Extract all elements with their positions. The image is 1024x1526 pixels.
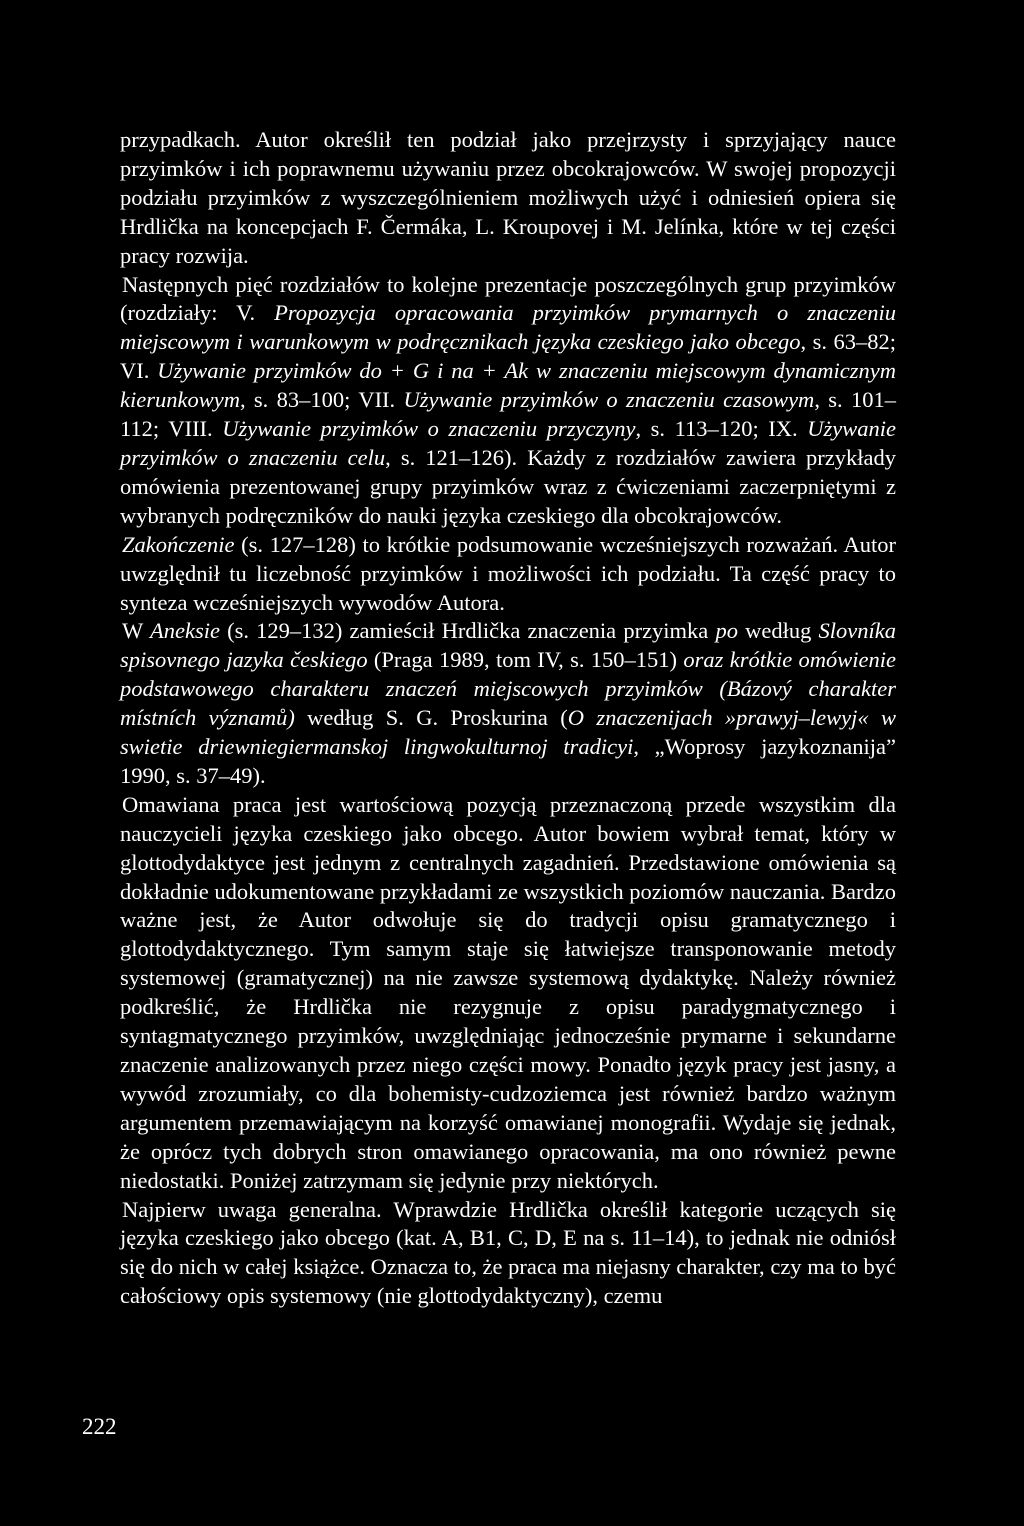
text-run: W bbox=[122, 618, 150, 644]
text-run: według bbox=[737, 618, 819, 644]
text-run: , s. 113–120; IX. bbox=[635, 416, 808, 442]
text-run: , s. 101–112; VIII. bbox=[120, 387, 896, 442]
text-run: (s. 129–132) zamieścił Hrdlička znaczenia przyimka bbox=[219, 618, 716, 644]
text-run: (Praga 1989, tom IV, s. 150–151) bbox=[367, 647, 684, 673]
text-run: według S. G. Proskurina ( bbox=[294, 705, 568, 731]
italic-text-run: Slovníka spisovnego jazyka českiego bbox=[120, 618, 896, 673]
text-run: (s. 127–128) to krótkie podsumowanie wcześniejszych rozważań. Autor uwzględnił tu liczebność przyimków i możliwości ich podziału. Ta część pracy to synteza wcześniejszych wywodów Autora. bbox=[120, 531, 896, 615]
italic-text-run: Używanie przyimków o znaczeniu czasowym bbox=[403, 387, 815, 413]
italic-text-run: Używanie przyimków do + G i na + Ak w znaczeniu miejscowym dynamicznym kierunkowym bbox=[120, 358, 896, 413]
italic-text-run: Używanie przyimków o znaczeniu celu bbox=[120, 416, 896, 470]
page-number: 222 bbox=[82, 1414, 117, 1439]
text-block bbox=[120, 126, 896, 1311]
text-run: Najpierw uwaga generalna. Wprawdzie Hrdlička określił kategorie uczących się języka czeskiego jako obcego (kat. A, B1, C, D, E na s. 11–14), to jednak nie odniósł się do nich w całej książce. Oznacza to, że praca ma niejasny charakter, czy ma to być całościowy opis systemowy (nie glottodydaktyczny), czemu bbox=[120, 1196, 896, 1309]
text-run: , „Woprosy jazykoznanija” 1990, s. 37–49). bbox=[120, 734, 896, 788]
text-run: , s. 63–82; VI. bbox=[120, 329, 896, 384]
paragraph-4 bbox=[120, 617, 896, 790]
italic-text-run: Używanie przyimków o znaczeniu przyczyny bbox=[222, 416, 636, 442]
italic-text-run: po bbox=[715, 618, 738, 644]
text-run: , s. 83–100; VII. bbox=[239, 387, 404, 413]
text-run: przypadkach. Autor określił ten podział jako przejrzysty i sprzyjający nauce przyimków i ich poprawnemu używaniu przez obcokrajowców. W swojej propozycji podziału przyimków z wyszczególnieniem możliwych użyć i odniesień opiera się Hrdlička na koncepcjach F. Čermáka, L. Kroupovej i M. Jelínka, które w tej części pracy rozwija. bbox=[120, 127, 896, 268]
italic-text-run: Propozycja opracowania przyimków prymarnych o znaczeniu miejscowym i warunkowym w podręcznikach języka czeskiego jako obcego bbox=[120, 300, 896, 355]
paragraph-2 bbox=[120, 271, 896, 531]
text-run: , s. 121–126). Każdy z rozdziałów zawiera przykłady omówienia prezentowanej grupy przyimków wraz z ćwiczeniami zaczerpniętymi z wybranych podręczników do nauki języka czeskiego dla obcokrajowców. bbox=[120, 444, 896, 528]
italic-text-run: Zakończenie bbox=[122, 531, 235, 557]
text-run: Następnych pięć rozdziałów to kolejne prezentacje poszczególnych grup przyimków (rozdziały: V. bbox=[120, 271, 896, 326]
text-run: Omawiana praca jest wartościową pozycją przeznaczoną przede wszystkim dla nauczycieli języka czeskiego jako obcego. Autor bowiem wybrał temat, który w glottodydaktyce jest jednym z centralnych zagadnień. Przedstawione omówienia są dokładnie udokumentowane przykładami ze wszystkich poziomów nauczania. Bardzo ważne jest, że Autor odwołuje się do tradycji opisu gramatycznego i glottodydaktycznego. Tym samym staje się łatwiejsze transponowanie metody systemowej (gramatycznej) na nie zawsze systemową dydaktykę. Należy również podkreślić, że Hrdlička nie rezygnuje z opisu paradygmatycznego i syntagmatycznego przyimków, uwzględniając jednocześnie prymarne i sekundarne znaczenie analizowanych przez niego części mowy. Ponadto język pracy jest jasny, a wywód zrozumiały, co dla bohemisty-cudzoziemca jest również bardzo ważnym argumentem przemawiającym na korzyść omawianej monografii. Wydaje się jednak, że oprócz tych dobrych stron omawianego opracowania, ma ono również pewne niedostatki. Poniżej zatrzymam się jedynie przy niektórych. bbox=[120, 791, 896, 1193]
paragraph-5 bbox=[120, 791, 896, 1196]
paragraph-3 bbox=[120, 531, 896, 618]
paragraph-6 bbox=[120, 1196, 896, 1312]
italic-text-run: Aneksie bbox=[149, 618, 220, 644]
italic-text-run: oraz krótkie omówienie podstawowego charakteru znaczeń miejscowych przyimków (Bázový charakter místních významů) bbox=[120, 647, 897, 731]
paragraph-1 bbox=[120, 126, 896, 271]
italic-text-run: O znaczenijach »prawyj–lewyj« w swietie driewniegiermanskoj lingwokulturnoj tradicyi bbox=[120, 705, 897, 760]
